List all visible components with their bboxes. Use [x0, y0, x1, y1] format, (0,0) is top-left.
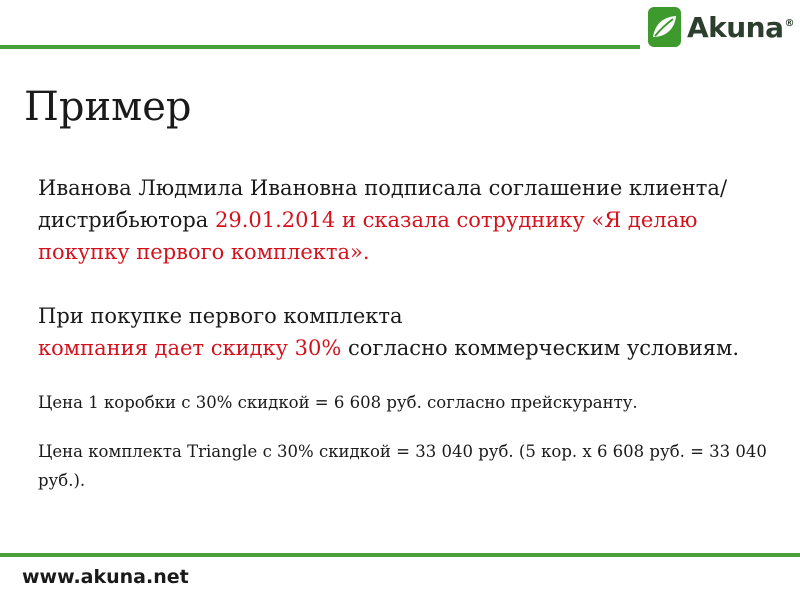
leaf-icon: [648, 7, 681, 47]
discount-paragraph: [38, 300, 778, 364]
intro-text: Иванова Людмила Ивановна подписала соглашение клиента/дистрибьютора: [38, 176, 728, 232]
website-link[interactable]: www.akuna.net: [22, 566, 189, 588]
header-divider: [0, 45, 640, 49]
slide-title: Пример: [24, 84, 192, 130]
slide-body: [38, 172, 778, 495]
intro-paragraph: [38, 172, 778, 268]
discount-highlight: компания дает скидку 30%: [38, 336, 342, 360]
discount-intro: При покупке первого комплекта: [38, 304, 403, 328]
intro-highlight: 29.01.2014 и сказала сотруднику «Я делаю покупку первого комплекта».: [38, 208, 698, 264]
box-price-text: Цена 1 коробки с 30% скидкой = 6 608 руб. согласно прейскуранту.: [38, 393, 638, 412]
footer-divider: [0, 553, 800, 557]
brand-name: Akuna®: [686, 10, 794, 44]
discount-rest: согласно коммерческим условиям.: [341, 336, 740, 360]
set-price-text: Цена комплекта Triangle с 30% скидкой = 33 040 руб. (5 кор. х 6 608 руб. = 33 040 руб.).: [38, 442, 767, 490]
akuna-logo: [648, 6, 794, 48]
